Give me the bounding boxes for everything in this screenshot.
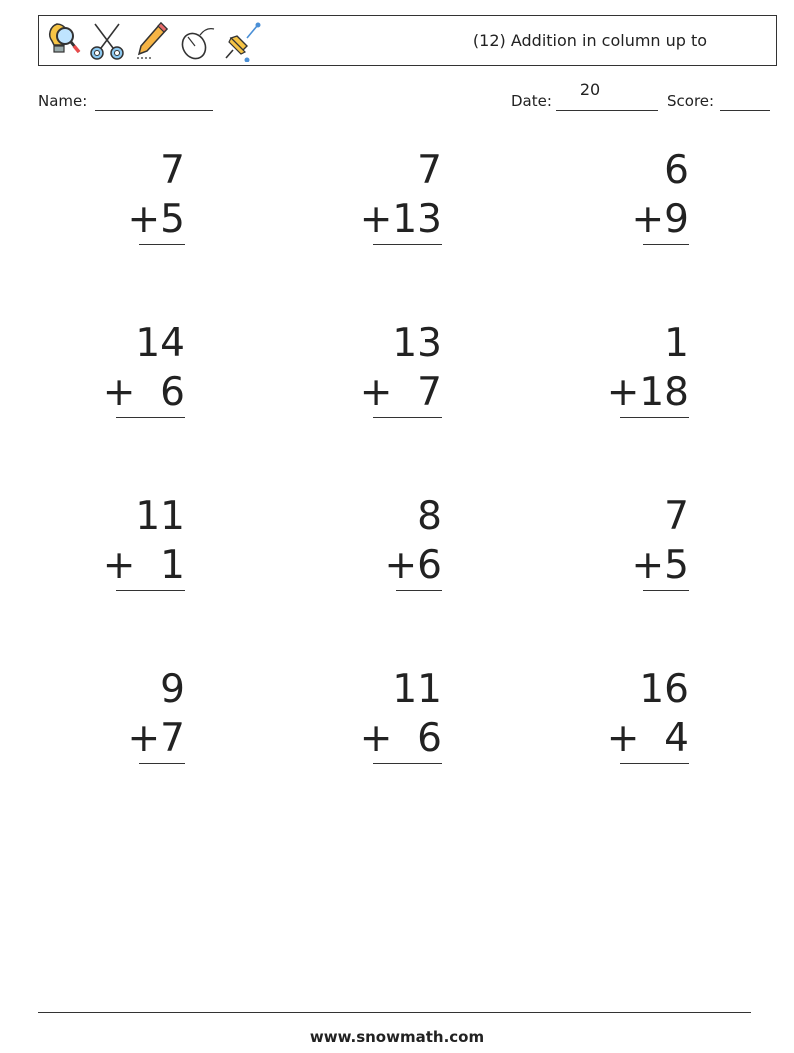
addend-bottom: +7 bbox=[127, 716, 185, 761]
addend-top: 1 bbox=[664, 321, 689, 366]
addend-top: 11 bbox=[135, 494, 185, 539]
addend-bottom: +6 bbox=[384, 543, 442, 588]
problem-7 bbox=[85, 492, 185, 590]
scissors-icon bbox=[87, 20, 127, 62]
addend-top: 13 bbox=[392, 321, 442, 366]
answer-line bbox=[139, 763, 185, 764]
worksheet-title: (12) Addition in column up to 20 bbox=[472, 31, 708, 99]
addend-bottom: + 6 bbox=[359, 716, 442, 761]
footer-divider bbox=[38, 1012, 751, 1013]
addend-top: 9 bbox=[160, 667, 185, 712]
answer-line bbox=[116, 590, 185, 591]
answer-line bbox=[139, 244, 185, 245]
addend-bottom: + 4 bbox=[606, 716, 689, 761]
footer-site: www.snowmath.com bbox=[309, 1028, 485, 1046]
answer-line bbox=[373, 763, 442, 764]
problem-10 bbox=[85, 665, 185, 763]
answer-line bbox=[620, 417, 689, 418]
name-label: Name: bbox=[38, 92, 88, 110]
addend-top: 11 bbox=[392, 667, 442, 712]
problem-6 bbox=[589, 319, 689, 417]
answer-line bbox=[396, 590, 442, 591]
magnifier-bulb-icon bbox=[43, 20, 83, 62]
worksheet-header bbox=[38, 15, 777, 99]
addend-bottom: +5 bbox=[631, 543, 689, 588]
score-label: Score: bbox=[667, 92, 715, 110]
addend-bottom: + 1 bbox=[102, 543, 185, 588]
score-blank[interactable] bbox=[720, 110, 770, 111]
problem-12 bbox=[589, 665, 689, 763]
addend-top: 7 bbox=[417, 148, 442, 193]
addend-bottom: +9 bbox=[631, 197, 689, 242]
answer-line bbox=[643, 590, 689, 591]
addend-bottom: +5 bbox=[127, 197, 185, 242]
date-label: Date: bbox=[511, 92, 552, 110]
addend-top: 16 bbox=[639, 667, 689, 712]
problem-5 bbox=[342, 319, 442, 417]
addend-top: 8 bbox=[417, 494, 442, 539]
addend-top: 14 bbox=[135, 321, 185, 366]
answer-line bbox=[116, 417, 185, 418]
answer-line bbox=[643, 244, 689, 245]
addend-top: 6 bbox=[664, 148, 689, 193]
addend-bottom: +18 bbox=[606, 370, 689, 415]
problem-3 bbox=[589, 146, 689, 244]
addend-bottom: +13 bbox=[359, 197, 442, 242]
answer-line bbox=[373, 244, 442, 245]
problem-11 bbox=[342, 665, 442, 763]
pencil-icon bbox=[133, 20, 173, 62]
answer-line bbox=[620, 763, 689, 764]
problem-1 bbox=[85, 146, 185, 244]
name-blank[interactable] bbox=[95, 110, 213, 111]
addend-bottom: + 6 bbox=[102, 370, 185, 415]
addend-top: 7 bbox=[160, 148, 185, 193]
answer-line bbox=[373, 417, 442, 418]
addend-bottom: + 7 bbox=[359, 370, 442, 415]
pushpin-icon bbox=[223, 20, 263, 62]
problem-9 bbox=[589, 492, 689, 590]
date-blank[interactable] bbox=[556, 110, 658, 111]
problem-8 bbox=[342, 492, 442, 590]
addend-top: 7 bbox=[664, 494, 689, 539]
problem-4 bbox=[85, 319, 185, 417]
mouse-icon bbox=[178, 20, 218, 62]
problem-2 bbox=[342, 146, 442, 244]
